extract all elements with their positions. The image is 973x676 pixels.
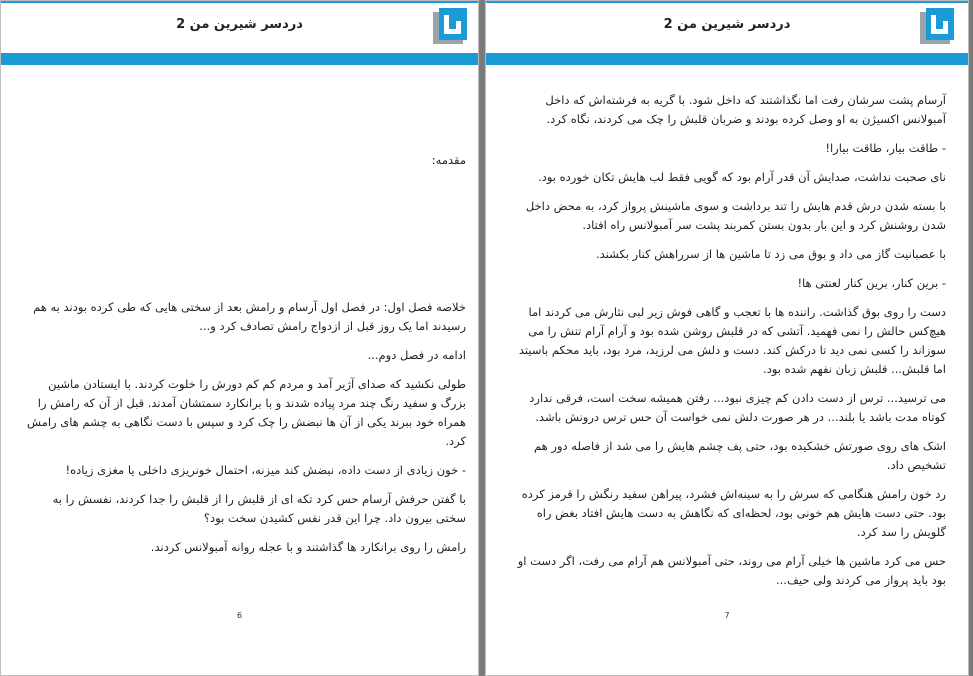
paragraph: می ترسید... ترس از دست دادن کم چیزی نبود... رفتن همیشه سخت است، فرقی ندارد کوتاه مدت باشد یا بلند... در هر صورت دلش نمی خواست آن حس ترس درونش باشد. <box>529 391 946 424</box>
paragraph: نای صحبت نداشت، صدایش آن قدر آرام بود که گویی فقط لب هایش تکان خورده بود. <box>538 170 946 184</box>
page-number: 6 <box>236 611 243 620</box>
paragraph: - برین کنار، برین کنار لعنتی ها! <box>797 276 946 290</box>
paragraph: دست را روی بوق گذاشت. راننده ها با تعجب و گاهی فوش زیر لبی نثارش می کردند اما هیچ‌کس حالش را نمی فهمید. آتشی که در قلبش روشن شده بود و آرام آرام تنش را می سوزاند را کسی نمی دید تا درکش کند. دست و دلش می لرزید، مرد بود، باید محکم باسیتد اما قلبش... قلبش زبان نفهم شده بود. <box>518 305 946 376</box>
page-header <box>1 1 478 55</box>
paragraph: با بسته شدن درش قدم هایش را تند برداشت و سوی ماشینش پرواز کرد، به محض داخل شدن روشنش کرد و این بار بدون بستن کمربند پشت سر آمبولانس راه افتاد. <box>525 199 946 232</box>
paragraph: طولی نکشید که صدای آژیر آمد و مردم کم کم دورش را خلوت کردند. با ایستادن ماشین بزرگ و سفید رنگ چند مرد پیاده شدند و با برانکارد سمتشان آمدند. قبل از آن که رامش را همراه خود ببرند یکی از آن ها نبضش را چک کرد و سپس با دست نگاهی به چشم های رامش کرد. <box>27 377 466 448</box>
paragraph: رد خون رامش هنگامی که سرش را به سینه‌اش فشرد، پیراهن سفید رنگش را قرمز کرده بود. حتی دست هایش هم خونی بود، لحظه‌ای که نگاهش به دست هایش افتاد بغض راه گلویش را سد کرد. <box>521 487 946 539</box>
paragraph: آرسام پشت سرشان رفت اما نگذاشتند که داخل شود. با گریه به فرشته‌اش که داخل آمبولانس اکسیژن به او وصل کرده بودند و ضربان قلبش را چک می کردند، نگاه کرد. <box>545 93 946 126</box>
paragraph: با عصبانیت گاز می داد و بوق می زد تا ماشین ها از سرراهش کنار بکشند. <box>595 247 946 261</box>
paragraph: - طاقت بیار، طاقت بیارا! <box>825 141 946 155</box>
page-7 <box>485 0 969 676</box>
page-body <box>508 91 946 600</box>
page-6 <box>0 0 479 676</box>
paragraph: اشک های روی صورتش خشکیده بود، حتی پف چشم هایش را می شد از فاصله دور هم تشخیص داد. <box>534 439 946 472</box>
page-body <box>21 298 466 567</box>
paragraph: ادامه در فصل دوم... <box>367 348 466 362</box>
header-accent-bar <box>486 53 968 65</box>
book-title: دردسر شیرین من 2 <box>663 17 791 32</box>
page-number: 7 <box>724 611 730 620</box>
page-header <box>486 1 968 55</box>
paragraph: حس می کرد ماشین ها خیلی آرام می روند، حتی آمبولانس هم آرام می رفت، اگر دست او بود باید پرواز می کردند ولی حیف... <box>517 554 946 587</box>
paragraph: - خون زیادی از دست داده، نبضش کند میزنه، احتمال خونریزی داخلی یا مغزی زیاده! <box>65 463 466 477</box>
header-accent-bar <box>1 53 478 65</box>
book-title: دردسر شیرین من 2 <box>176 17 303 32</box>
paragraph: خلاصه فصل اول: در فصل اول آرسام و رامش بعد از سختی هایی که طی کرده بودند به هم رسیدند اما یک روز قبل از ازدواج رامش تصادف کرد و... <box>33 300 466 333</box>
intro-label: مقدمه: <box>431 153 466 167</box>
paragraph: با گفتن حرفش آرسام حس کرد تکه ای از قلبش را از قلبش را جدا کردند، نفسش را به سختی بیرون داد. چرا این قدر نفس کشیدن سخت بود؟ <box>52 492 466 525</box>
paragraph: رامش را روی برانکارد ها گذاشتند و با عجله روانه آمبولانس کردند. <box>150 540 466 554</box>
